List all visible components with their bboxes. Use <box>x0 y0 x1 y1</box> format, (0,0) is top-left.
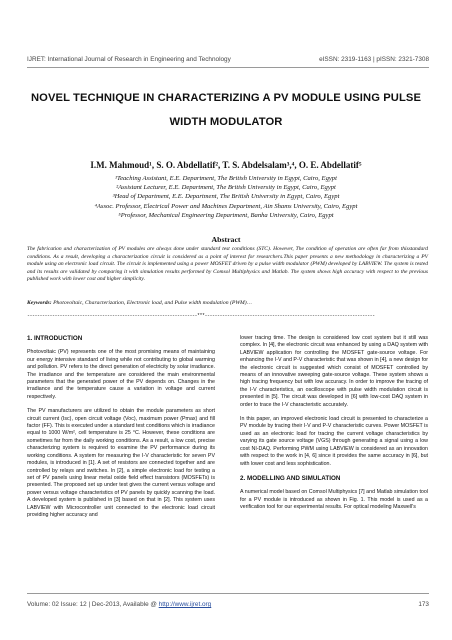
intro-paragraph-3: lower tracing time. The design is considered low cost system but it still was complex. In [4], the electronic circuit was enhanced by using a DAQ system with LABVIEW application for controlling the MOSFET gate-source voltage. For enhancing the I-V and P-V characteristic that was shown in [4], a new design for the electronic circuit is suggested which consist of MOSFET controlled by means of an innovative sweeping gate-source voltage. These system shows a high tracing frequency but with low accuracy. In order to improve the tracing of the I-V characteristics, an oscilloscope with pulse width modulation circuit is presented in [5]. The circuit was developed in [6] with low-cost DAQ system in order to trace the I-V characteristic accurately. <box>240 335 428 408</box>
page-number: 173 <box>418 601 429 608</box>
affiliation-2: ²Assistant Lecturer, E.E. Department, The British University in Egypt, Cairo, Egypt <box>116 184 336 192</box>
intro-paragraph-2: The PV manufacturers are utilized to obtain the module parameters as short circuit current (Isc), open circuit voltage (Voc), maximum power (Pmax) and fill factor (FF). This is executed under a standard test conditions which is irradiance equal to 1000 W/m², cell temperature is 25 °C. However, these conditions are sometimes far from the daily working conditions. As a result, a low cost, precise characterizing system is required to examine the PV performance during its working conditions. A system for measuring the I-V characteristic for seven PV modules, is introduced in [1]. A set of resistors are connected together and are controlled by relays and switches. In [2], a simple electronic load for testing a set of PV panels using linear metal oxide field effect transistors (MOSFETs) is presented. The proposed set up under test gives the current versus voltage and power versus voltage characteristics of PV panels by quickly scanning the load. A developed system is published in [3] based on that in [2]. This system uses LABVIEW with Microcontroller unit connected to the electronic load circuit providing higher accuracy and <box>27 408 215 518</box>
affiliation-1: ¹Teaching Assistant, E.E. Department, The British University in Egypt, Cairo, Egypt <box>115 175 337 182</box>
keywords <box>27 300 428 306</box>
footer-volume-text: Volume: 02 Issue: 12 | Dec-2013, Available @ <box>27 601 157 608</box>
journal-footer <box>27 601 429 608</box>
modelling-paragraph-1: A numerical model based on Comsol Multiphysics [7] and Matlab simulation tool for a PV module is introduced as shown in Fig. 1. This model is used as a verification tool for our experimental results. For optical modeling Maxwell's <box>240 489 428 511</box>
abstract-text: The fabrication and characterization of PV modules are always done under standard test conditions (STC). However, The condition of operation are often far from thisstandard conditions. As a result, developing a characterization circuit is considered as a point of interest for researchers.This paper presents a new methodology in characterizing a PV module using an electronic load circuit. The circuit is implemented using a power MOSFET driven by a pulse width modulator (PWM) developed by LABVIEW. The system is tested and its results are validated by comparing it with simulation results performed by Comsol Multiphysics and Matlab. The system shows high accuracy with respect to the previous published work with lower cost and higher simplicity. <box>27 246 428 283</box>
author-list: I.M. Mahmoud¹, S. O. Abdellatif², T. S. Abdelsalam³,⁴, O. E. Abdellatif⁵ <box>90 160 362 170</box>
keywords-text: Photovoltaic, Characterization, Electronic load, and Pulse width modulation (PWM)… <box>53 300 252 306</box>
introduction-heading: 1. INTRODUCTION <box>27 335 83 342</box>
keywords-label: Keywords: <box>27 300 52 306</box>
section-separator: --------------------------------------------------------------------***-------------------------------------------------------------------- <box>27 313 375 319</box>
footer-url-link[interactable]: http://www.ijret.org <box>158 601 212 608</box>
affiliation-list <box>20 174 432 220</box>
intro-paragraph-1: Photovoltaic (PV) represents one of the most promising means of maintaining our energy intensive standard of living while not contributing to global warming and pollution. PV refers to the direct generation of electricity by solar irradiance. The irradiance and the temperature are considered the main environmental parameters that the generated power of the PV depends on. Changes in the irradiance and the temperature cause a variation in voltage and current respectively. <box>27 349 215 400</box>
footer-volume <box>27 601 211 608</box>
journal-issn: eISSN: 2319-1163 | pISSN: 2321-7308 <box>319 56 429 63</box>
left-column <box>27 335 215 526</box>
journal-header <box>27 56 429 63</box>
affiliation-4: ⁴Assoc. Professor, Electrical Power and Machines Department, Ain Shams University, Cairo, Egypt <box>94 202 358 210</box>
footer-divider <box>27 593 429 594</box>
abstract-heading: Abstract <box>211 235 241 244</box>
right-column <box>240 335 428 519</box>
modelling-heading: 2. MODELLING AND SIMULATION <box>240 474 341 482</box>
journal-name: IJRET: International Journal of Research in Engineering and Technology <box>27 56 231 63</box>
intro-paragraph-4: In this paper, an improved electronic load circuit is presented to characterize a PV module by tracing their I-V and P-V characteristic curves. Power MOSFET is used as an electronic load for tracing the current voltage characteristics by varying its gate source voltage (VGS) through generating a signal using a low cost NI-DAQ. Performing PWM using LABVIEW is considered as an innovation with respect to the work in [4, 6] since it provides the same accuracy in [6], but with lower cost and less sophistication. <box>240 416 428 467</box>
header-divider <box>27 67 429 68</box>
affiliation-5: ⁵Professor, Mechanical Engineering Department, Banha University, Cairo, Egypt <box>118 211 334 219</box>
paper-title: NOVEL TECHNIQUE IN CHARACTERIZING A PV MODULE USING PULSE WIDTH MODULATOR <box>30 92 422 128</box>
affiliation-3: ³Head of Department, E.E. Department, The British University in Egypt, Cairo, Egypt <box>112 193 340 201</box>
